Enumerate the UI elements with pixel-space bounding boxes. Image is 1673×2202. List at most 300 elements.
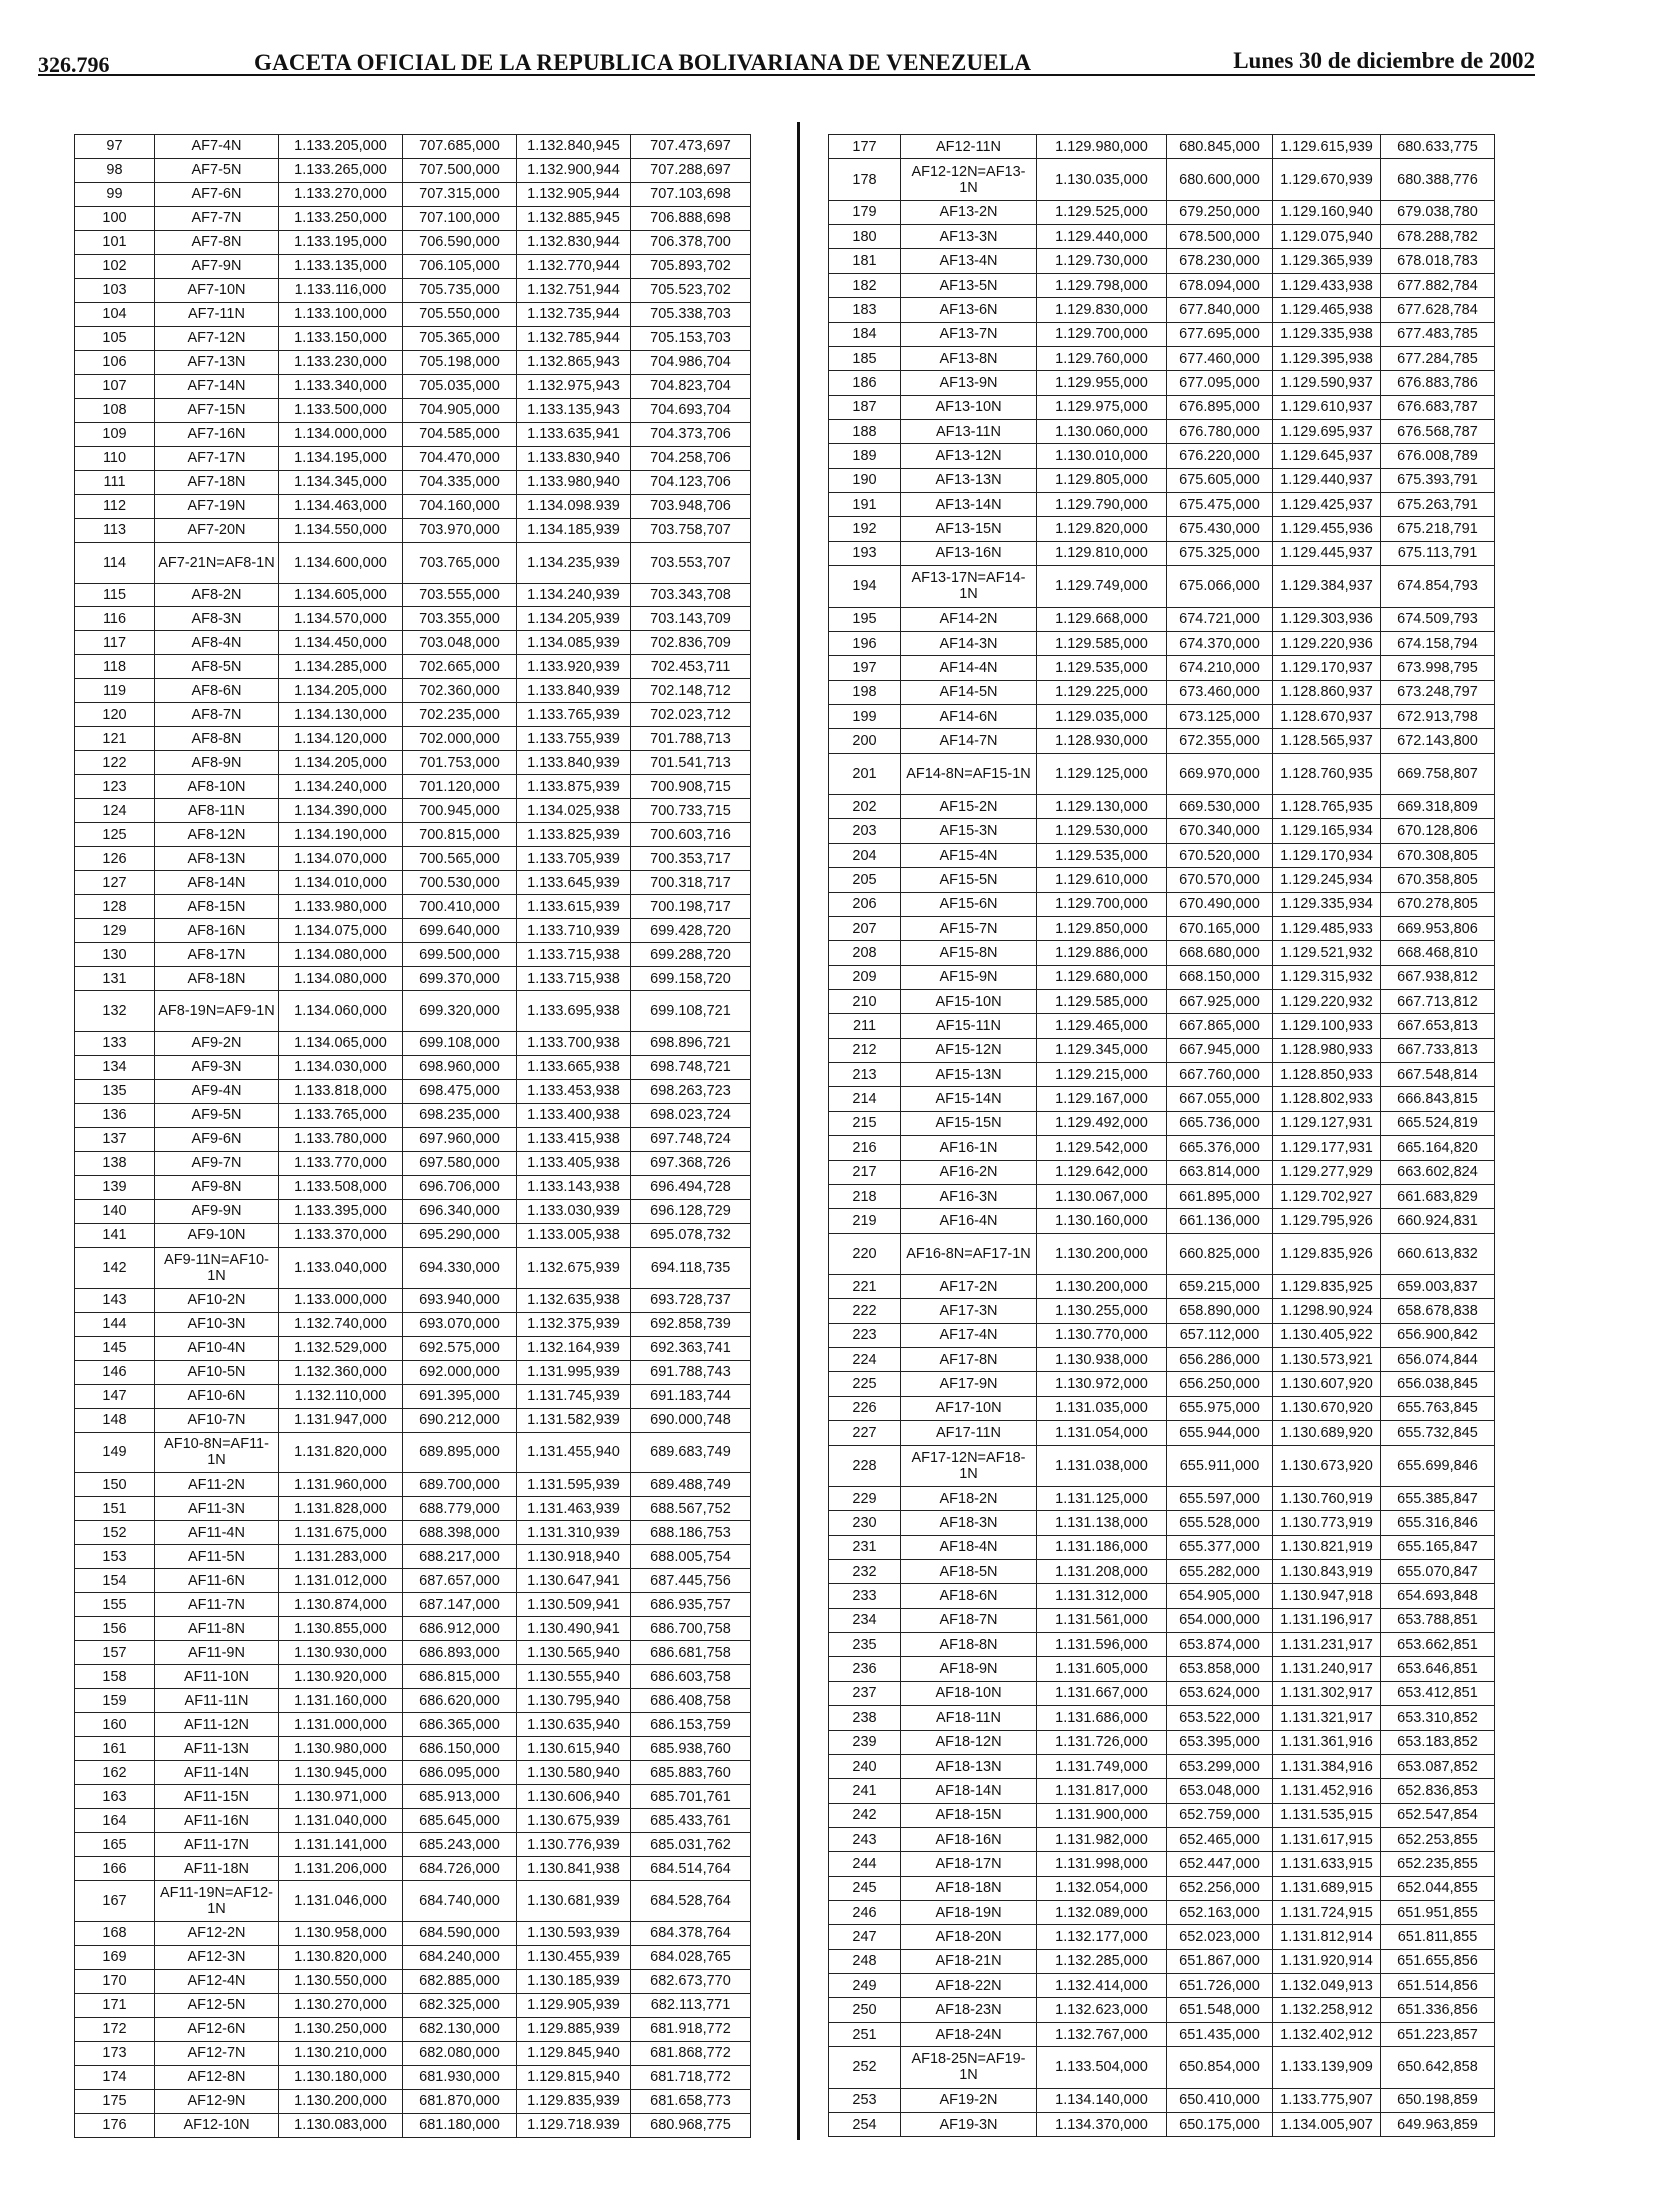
north-coordinate: 1.134.140,000 <box>1037 2088 1167 2112</box>
north-coordinate-alt: 1.129.220,932 <box>1273 990 1381 1014</box>
north-coordinate-alt: 1.131.310,939 <box>517 1521 631 1545</box>
north-coordinate: 1.132.360,000 <box>279 1360 403 1384</box>
east-coordinate-alt: 702.836,709 <box>631 631 751 655</box>
table-row <box>829 631 1495 655</box>
station-id: AF8-6N <box>155 679 279 703</box>
north-coordinate-alt: 1.134.240,939 <box>517 583 631 607</box>
north-coordinate: 1.129.167,000 <box>1037 1087 1167 1111</box>
east-coordinate-alt: 679.038,780 <box>1381 200 1495 224</box>
east-coordinate-alt: 651.951,855 <box>1381 1901 1495 1925</box>
north-coordinate-alt: 1.133.143,938 <box>517 1175 631 1199</box>
east-coordinate: 685.243,000 <box>403 1833 517 1857</box>
east-coordinate: 656.286,000 <box>1167 1348 1273 1372</box>
north-coordinate-alt: 1.132.975,943 <box>517 374 631 398</box>
east-coordinate: 677.460,000 <box>1167 346 1273 370</box>
point-number: 112 <box>75 494 155 518</box>
table-row <box>75 919 751 943</box>
point-number: 180 <box>829 225 901 249</box>
station-id: AF18-8N <box>901 1633 1037 1657</box>
point-number: 221 <box>829 1275 901 1299</box>
north-coordinate-alt: 1.128.850,933 <box>1273 1063 1381 1087</box>
east-coordinate-alt: 652.044,855 <box>1381 1876 1495 1900</box>
east-coordinate: 693.940,000 <box>403 1288 517 1312</box>
east-coordinate-alt: 680.968,775 <box>631 2113 751 2137</box>
east-coordinate: 680.845,000 <box>1167 135 1273 159</box>
north-coordinate: 1.134.550,000 <box>279 518 403 542</box>
east-coordinate: 703.765,000 <box>403 542 517 583</box>
point-number: 239 <box>829 1730 901 1754</box>
station-id: AF12-7N <box>155 2041 279 2065</box>
east-coordinate: 667.945,000 <box>1167 1038 1273 1062</box>
east-coordinate-alt: 656.074,844 <box>1381 1348 1495 1372</box>
east-coordinate: 675.475,000 <box>1167 493 1273 517</box>
station-id: AF15-15N <box>901 1111 1037 1135</box>
table-row <box>829 705 1495 729</box>
east-coordinate: 670.165,000 <box>1167 916 1273 940</box>
east-coordinate: 678.094,000 <box>1167 273 1273 297</box>
station-id: AF13-17N=AF14-1N <box>901 566 1037 607</box>
east-coordinate: 696.340,000 <box>403 1199 517 1223</box>
north-coordinate-alt: 1.132.735,944 <box>517 302 631 326</box>
table-row <box>75 1199 751 1223</box>
station-id: AF8-10N <box>155 775 279 799</box>
station-id: AF16-8N=AF17-1N <box>901 1233 1037 1274</box>
east-coordinate-alt: 655.732,845 <box>1381 1421 1495 1445</box>
table-row <box>75 470 751 494</box>
table-row <box>75 1103 751 1127</box>
point-number: 206 <box>829 892 901 916</box>
north-coordinate: 1.133.500,000 <box>279 398 403 422</box>
east-coordinate-alt: 703.553,707 <box>631 542 751 583</box>
east-coordinate-alt: 650.642,858 <box>1381 2047 1495 2088</box>
east-coordinate: 652.163,000 <box>1167 1901 1273 1925</box>
point-number: 218 <box>829 1184 901 1208</box>
north-coordinate: 1.131.998,000 <box>1037 1852 1167 1876</box>
east-coordinate-alt: 688.005,754 <box>631 1545 751 1569</box>
north-coordinate: 1.129.700,000 <box>1037 892 1167 916</box>
station-id: AF9-3N <box>155 1055 279 1079</box>
east-coordinate: 653.048,000 <box>1167 1779 1273 1803</box>
north-coordinate: 1.129.730,000 <box>1037 249 1167 273</box>
north-coordinate-alt: 1.133.400,938 <box>517 1103 631 1127</box>
east-coordinate-alt: 670.278,805 <box>1381 892 1495 916</box>
point-number: 209 <box>829 965 901 989</box>
north-coordinate-alt: 1.133.715,938 <box>517 943 631 967</box>
north-coordinate-alt: 1.130.573,921 <box>1273 1348 1381 1372</box>
east-coordinate-alt: 699.428,720 <box>631 919 751 943</box>
station-id: AF9-10N <box>155 1223 279 1247</box>
east-coordinate-alt: 686.935,757 <box>631 1593 751 1617</box>
point-number: 234 <box>829 1608 901 1632</box>
east-coordinate: 650.175,000 <box>1167 2112 1273 2136</box>
north-coordinate-alt: 1.130.795,940 <box>517 1689 631 1713</box>
east-coordinate-alt: 678.288,782 <box>1381 225 1495 249</box>
table-row <box>75 1713 751 1737</box>
point-number: 178 <box>829 159 901 200</box>
north-coordinate: 1.129.886,000 <box>1037 941 1167 965</box>
north-coordinate-alt: 1.130.490,941 <box>517 1617 631 1641</box>
station-id: AF9-11N=AF10-1N <box>155 1247 279 1288</box>
north-coordinate: 1.131.605,000 <box>1037 1657 1167 1681</box>
table-row <box>829 1803 1495 1827</box>
north-coordinate-alt: 1.133.755,939 <box>517 727 631 751</box>
north-coordinate-alt: 1.131.595,939 <box>517 1473 631 1497</box>
north-coordinate: 1.134.030,000 <box>279 1055 403 1079</box>
station-id: AF12-5N <box>155 1993 279 2017</box>
point-number: 240 <box>829 1754 901 1778</box>
north-coordinate-alt: 1.131.196,917 <box>1273 1608 1381 1632</box>
table-row <box>75 823 751 847</box>
east-coordinate-alt: 707.473,697 <box>631 135 751 159</box>
east-coordinate: 670.520,000 <box>1167 843 1273 867</box>
north-coordinate-alt: 1.133.135,943 <box>517 398 631 422</box>
north-coordinate: 1.131.675,000 <box>279 1521 403 1545</box>
east-coordinate-alt: 655.316,846 <box>1381 1511 1495 1535</box>
north-coordinate: 1.132.110,000 <box>279 1384 403 1408</box>
north-coordinate-alt: 1.129.521,932 <box>1273 941 1381 965</box>
table-row <box>829 1779 1495 1803</box>
north-coordinate: 1.134.190,000 <box>279 823 403 847</box>
point-number: 179 <box>829 200 901 224</box>
station-id: AF12-12N=AF13-1N <box>901 159 1037 200</box>
point-number: 127 <box>75 871 155 895</box>
table-row <box>829 395 1495 419</box>
table-row <box>75 1761 751 1785</box>
table-row <box>75 2065 751 2089</box>
north-coordinate-alt: 1.130.821,919 <box>1273 1535 1381 1559</box>
table-row <box>75 727 751 751</box>
east-coordinate-alt: 651.655,856 <box>1381 1949 1495 1973</box>
point-number: 200 <box>829 729 901 753</box>
station-id: AF16-1N <box>901 1136 1037 1160</box>
east-coordinate-alt: 689.683,749 <box>631 1432 751 1473</box>
north-coordinate: 1.134.065,000 <box>279 1032 403 1056</box>
table-row <box>75 1360 751 1384</box>
station-id: AF18-10N <box>901 1681 1037 1705</box>
table-row <box>75 350 751 374</box>
north-coordinate-alt: 1.131.240,917 <box>1273 1657 1381 1681</box>
north-coordinate-alt: 1.133.980,940 <box>517 470 631 494</box>
station-id: AF11-8N <box>155 1617 279 1641</box>
east-coordinate-alt: 677.882,784 <box>1381 273 1495 297</box>
station-id: AF13-9N <box>901 371 1037 395</box>
north-coordinate: 1.129.610,000 <box>1037 868 1167 892</box>
table-row <box>75 1175 751 1199</box>
point-number: 106 <box>75 350 155 374</box>
station-id: AF7-15N <box>155 398 279 422</box>
north-coordinate-alt: 1.133.705,939 <box>517 847 631 871</box>
east-coordinate-alt: 677.483,785 <box>1381 322 1495 346</box>
table-row <box>75 446 751 470</box>
east-coordinate: 677.840,000 <box>1167 298 1273 322</box>
table-row <box>829 1372 1495 1396</box>
north-coordinate: 1.131.596,000 <box>1037 1633 1167 1657</box>
east-coordinate-alt: 655.165,847 <box>1381 1535 1495 1559</box>
point-number: 147 <box>75 1384 155 1408</box>
table-row <box>75 278 751 302</box>
station-id: AF8-2N <box>155 583 279 607</box>
north-coordinate-alt: 1.130.565,940 <box>517 1641 631 1665</box>
east-coordinate-alt: 681.658,773 <box>631 2089 751 2113</box>
east-coordinate: 653.858,000 <box>1167 1657 1273 1681</box>
north-coordinate-alt: 1.129.365,939 <box>1273 249 1381 273</box>
north-coordinate: 1.129.760,000 <box>1037 346 1167 370</box>
east-coordinate-alt: 685.938,760 <box>631 1737 751 1761</box>
east-coordinate-alt: 673.998,795 <box>1381 656 1495 680</box>
station-id: AF18-11N <box>901 1706 1037 1730</box>
east-coordinate-alt: 685.883,760 <box>631 1761 751 1785</box>
point-number: 204 <box>829 843 901 867</box>
north-coordinate: 1.133.504,000 <box>1037 2047 1167 2088</box>
north-coordinate: 1.132.054,000 <box>1037 1876 1167 1900</box>
east-coordinate: 703.555,000 <box>403 583 517 607</box>
east-coordinate-alt: 692.858,739 <box>631 1312 751 1336</box>
north-coordinate-alt: 1.131.384,916 <box>1273 1754 1381 1778</box>
point-number: 210 <box>829 990 901 1014</box>
east-coordinate: 677.095,000 <box>1167 371 1273 395</box>
east-coordinate: 699.370,000 <box>403 967 517 991</box>
point-number: 119 <box>75 679 155 703</box>
point-number: 109 <box>75 422 155 446</box>
east-coordinate: 655.975,000 <box>1167 1396 1273 1420</box>
east-coordinate-alt: 696.494,728 <box>631 1175 751 1199</box>
point-number: 128 <box>75 895 155 919</box>
east-coordinate-alt: 684.514,764 <box>631 1857 751 1881</box>
north-coordinate: 1.134.205,000 <box>279 751 403 775</box>
east-coordinate: 654.905,000 <box>1167 1584 1273 1608</box>
point-number: 230 <box>829 1511 901 1535</box>
north-coordinate: 1.131.817,000 <box>1037 1779 1167 1803</box>
station-id: AF12-2N <box>155 1921 279 1945</box>
north-coordinate-alt: 1.133.030,939 <box>517 1199 631 1223</box>
point-number: 207 <box>829 916 901 940</box>
east-coordinate-alt: 691.183,744 <box>631 1384 751 1408</box>
station-id: AF17-4N <box>901 1323 1037 1347</box>
north-coordinate: 1.134.205,000 <box>279 679 403 703</box>
table-row <box>829 1233 1495 1274</box>
east-coordinate: 669.970,000 <box>1167 753 1273 794</box>
north-coordinate-alt: 1.129.335,934 <box>1273 892 1381 916</box>
north-coordinate: 1.131.820,000 <box>279 1432 403 1473</box>
east-coordinate-alt: 705.338,703 <box>631 302 751 326</box>
east-coordinate-alt: 697.368,726 <box>631 1151 751 1175</box>
station-id: AF18-7N <box>901 1608 1037 1632</box>
north-coordinate-alt: 1.1298.90,924 <box>1273 1299 1381 1323</box>
station-id: AF18-16N <box>901 1827 1037 1851</box>
east-coordinate-alt: 701.541,713 <box>631 751 751 775</box>
point-number: 152 <box>75 1521 155 1545</box>
station-id: AF11-4N <box>155 1521 279 1545</box>
point-number: 181 <box>829 249 901 273</box>
station-id: AF15-9N <box>901 965 1037 989</box>
north-coordinate: 1.129.440,000 <box>1037 225 1167 249</box>
east-coordinate-alt: 672.143,800 <box>1381 729 1495 753</box>
station-id: AF14-6N <box>901 705 1037 729</box>
north-coordinate-alt: 1.129.433,938 <box>1273 273 1381 297</box>
point-number: 188 <box>829 420 901 444</box>
table-row <box>75 398 751 422</box>
point-number: 183 <box>829 298 901 322</box>
station-id: AF13-2N <box>901 200 1037 224</box>
north-coordinate-alt: 1.132.900,944 <box>517 158 631 182</box>
north-coordinate-alt: 1.131.321,917 <box>1273 1706 1381 1730</box>
east-coordinate-alt: 651.336,856 <box>1381 1998 1495 2022</box>
station-id: AF10-7N <box>155 1408 279 1432</box>
east-coordinate-alt: 668.468,810 <box>1381 941 1495 965</box>
east-coordinate: 700.945,000 <box>403 799 517 823</box>
north-coordinate-alt: 1.129.277,929 <box>1273 1160 1381 1184</box>
north-coordinate: 1.133.780,000 <box>279 1127 403 1151</box>
north-coordinate-alt: 1.130.593,939 <box>517 1921 631 1945</box>
station-id: AF10-8N=AF11-1N <box>155 1432 279 1473</box>
north-coordinate: 1.129.225,000 <box>1037 680 1167 704</box>
north-coordinate: 1.133.250,000 <box>279 206 403 230</box>
north-coordinate-alt: 1.128.860,937 <box>1273 680 1381 704</box>
table-row <box>829 1160 1495 1184</box>
station-id: AF18-5N <box>901 1560 1037 1584</box>
north-coordinate-alt: 1.131.452,916 <box>1273 1779 1381 1803</box>
east-coordinate: 679.250,000 <box>1167 200 1273 224</box>
east-coordinate: 675.325,000 <box>1167 541 1273 565</box>
point-number: 212 <box>829 1038 901 1062</box>
station-id: AF9-5N <box>155 1103 279 1127</box>
table-row <box>75 1569 751 1593</box>
north-coordinate-alt: 1.131.724,915 <box>1273 1901 1381 1925</box>
north-coordinate-alt: 1.129.220,936 <box>1273 631 1381 655</box>
point-number: 121 <box>75 727 155 751</box>
north-coordinate: 1.134.000,000 <box>279 422 403 446</box>
north-coordinate-alt: 1.133.840,939 <box>517 751 631 775</box>
east-coordinate: 681.180,000 <box>403 2113 517 2137</box>
station-id: AF7-16N <box>155 422 279 446</box>
north-coordinate: 1.134.450,000 <box>279 631 403 655</box>
table-row <box>829 298 1495 322</box>
point-number: 197 <box>829 656 901 680</box>
point-number: 244 <box>829 1852 901 1876</box>
point-number: 192 <box>829 517 901 541</box>
point-number: 171 <box>75 1993 155 2017</box>
north-coordinate: 1.132.529,000 <box>279 1336 403 1360</box>
station-id: AF17-11N <box>901 1421 1037 1445</box>
table-row <box>75 518 751 542</box>
east-coordinate: 655.597,000 <box>1167 1486 1273 1510</box>
north-coordinate-alt: 1.129.160,940 <box>1273 200 1381 224</box>
north-coordinate: 1.129.492,000 <box>1037 1111 1167 1135</box>
table-row <box>829 729 1495 753</box>
north-coordinate-alt: 1.130.615,940 <box>517 1737 631 1761</box>
east-coordinate: 697.580,000 <box>403 1151 517 1175</box>
east-coordinate: 684.240,000 <box>403 1945 517 1969</box>
north-coordinate: 1.133.230,000 <box>279 350 403 374</box>
north-coordinate: 1.129.955,000 <box>1037 371 1167 395</box>
station-id: AF18-25N=AF19-1N <box>901 2047 1037 2088</box>
table-row <box>75 1055 751 1079</box>
table-row <box>75 1432 751 1473</box>
station-id: AF18-22N <box>901 1974 1037 1998</box>
table-row <box>829 795 1495 819</box>
station-id: AF10-6N <box>155 1384 279 1408</box>
north-coordinate: 1.131.012,000 <box>279 1569 403 1593</box>
point-number: 124 <box>75 799 155 823</box>
table-row <box>75 254 751 278</box>
north-coordinate: 1.131.160,000 <box>279 1689 403 1713</box>
north-coordinate-alt: 1.132.375,939 <box>517 1312 631 1336</box>
station-id: AF14-8N=AF15-1N <box>901 753 1037 794</box>
east-coordinate: 691.395,000 <box>403 1384 517 1408</box>
north-coordinate: 1.133.270,000 <box>279 182 403 206</box>
station-id: AF13-11N <box>901 420 1037 444</box>
point-number: 142 <box>75 1247 155 1288</box>
east-coordinate: 657.112,000 <box>1167 1323 1273 1347</box>
table-row <box>75 655 751 679</box>
north-coordinate: 1.132.285,000 <box>1037 1949 1167 1973</box>
station-id: AF7-14N <box>155 374 279 398</box>
point-number: 248 <box>829 1949 901 1973</box>
north-coordinate: 1.130.820,000 <box>279 1945 403 1969</box>
east-coordinate-alt: 704.258,706 <box>631 446 751 470</box>
point-number: 120 <box>75 703 155 727</box>
north-coordinate: 1.134.080,000 <box>279 967 403 991</box>
east-coordinate-alt: 659.003,837 <box>1381 1275 1495 1299</box>
station-id: AF11-3N <box>155 1497 279 1521</box>
east-coordinate-alt: 703.758,707 <box>631 518 751 542</box>
east-coordinate: 665.376,000 <box>1167 1136 1273 1160</box>
table-row <box>829 1111 1495 1135</box>
north-coordinate-alt: 1.134.185,939 <box>517 518 631 542</box>
north-coordinate: 1.130.200,000 <box>1037 1275 1167 1299</box>
east-coordinate: 703.048,000 <box>403 631 517 655</box>
north-coordinate: 1.134.195,000 <box>279 446 403 470</box>
table-row <box>829 1511 1495 1535</box>
north-coordinate: 1.130.160,000 <box>1037 1209 1167 1233</box>
point-number: 154 <box>75 1569 155 1593</box>
north-coordinate: 1.131.138,000 <box>1037 1511 1167 1535</box>
east-coordinate: 693.070,000 <box>403 1312 517 1336</box>
north-coordinate-alt: 1.129.165,934 <box>1273 819 1381 843</box>
station-id: AF16-3N <box>901 1184 1037 1208</box>
north-coordinate-alt: 1.133.695,938 <box>517 991 631 1032</box>
north-coordinate: 1.133.395,000 <box>279 1199 403 1223</box>
table-row <box>829 1535 1495 1559</box>
point-number: 153 <box>75 1545 155 1569</box>
east-coordinate-alt: 694.118,735 <box>631 1247 751 1288</box>
east-coordinate: 681.930,000 <box>403 2065 517 2089</box>
north-coordinate: 1.129.535,000 <box>1037 843 1167 867</box>
east-coordinate-alt: 663.602,824 <box>1381 1160 1495 1184</box>
east-coordinate-alt: 692.363,741 <box>631 1336 751 1360</box>
table-row <box>75 1641 751 1665</box>
station-id: AF16-4N <box>901 1209 1037 1233</box>
point-number: 233 <box>829 1584 901 1608</box>
north-coordinate-alt: 1.131.535,915 <box>1273 1803 1381 1827</box>
north-coordinate: 1.133.205,000 <box>279 135 403 159</box>
station-id: AF18-21N <box>901 1949 1037 1973</box>
east-coordinate-alt: 703.948,706 <box>631 494 751 518</box>
point-number: 137 <box>75 1127 155 1151</box>
east-coordinate: 705.550,000 <box>403 302 517 326</box>
station-id: AF10-4N <box>155 1336 279 1360</box>
table-row <box>829 607 1495 631</box>
east-coordinate-alt: 676.568,787 <box>1381 420 1495 444</box>
point-number: 201 <box>829 753 901 794</box>
point-number: 163 <box>75 1785 155 1809</box>
table-row <box>75 1969 751 1993</box>
north-coordinate: 1.131.667,000 <box>1037 1681 1167 1705</box>
east-coordinate-alt: 700.318,717 <box>631 871 751 895</box>
table-row <box>829 1014 1495 1038</box>
north-coordinate: 1.134.010,000 <box>279 871 403 895</box>
east-coordinate: 694.330,000 <box>403 1247 517 1288</box>
